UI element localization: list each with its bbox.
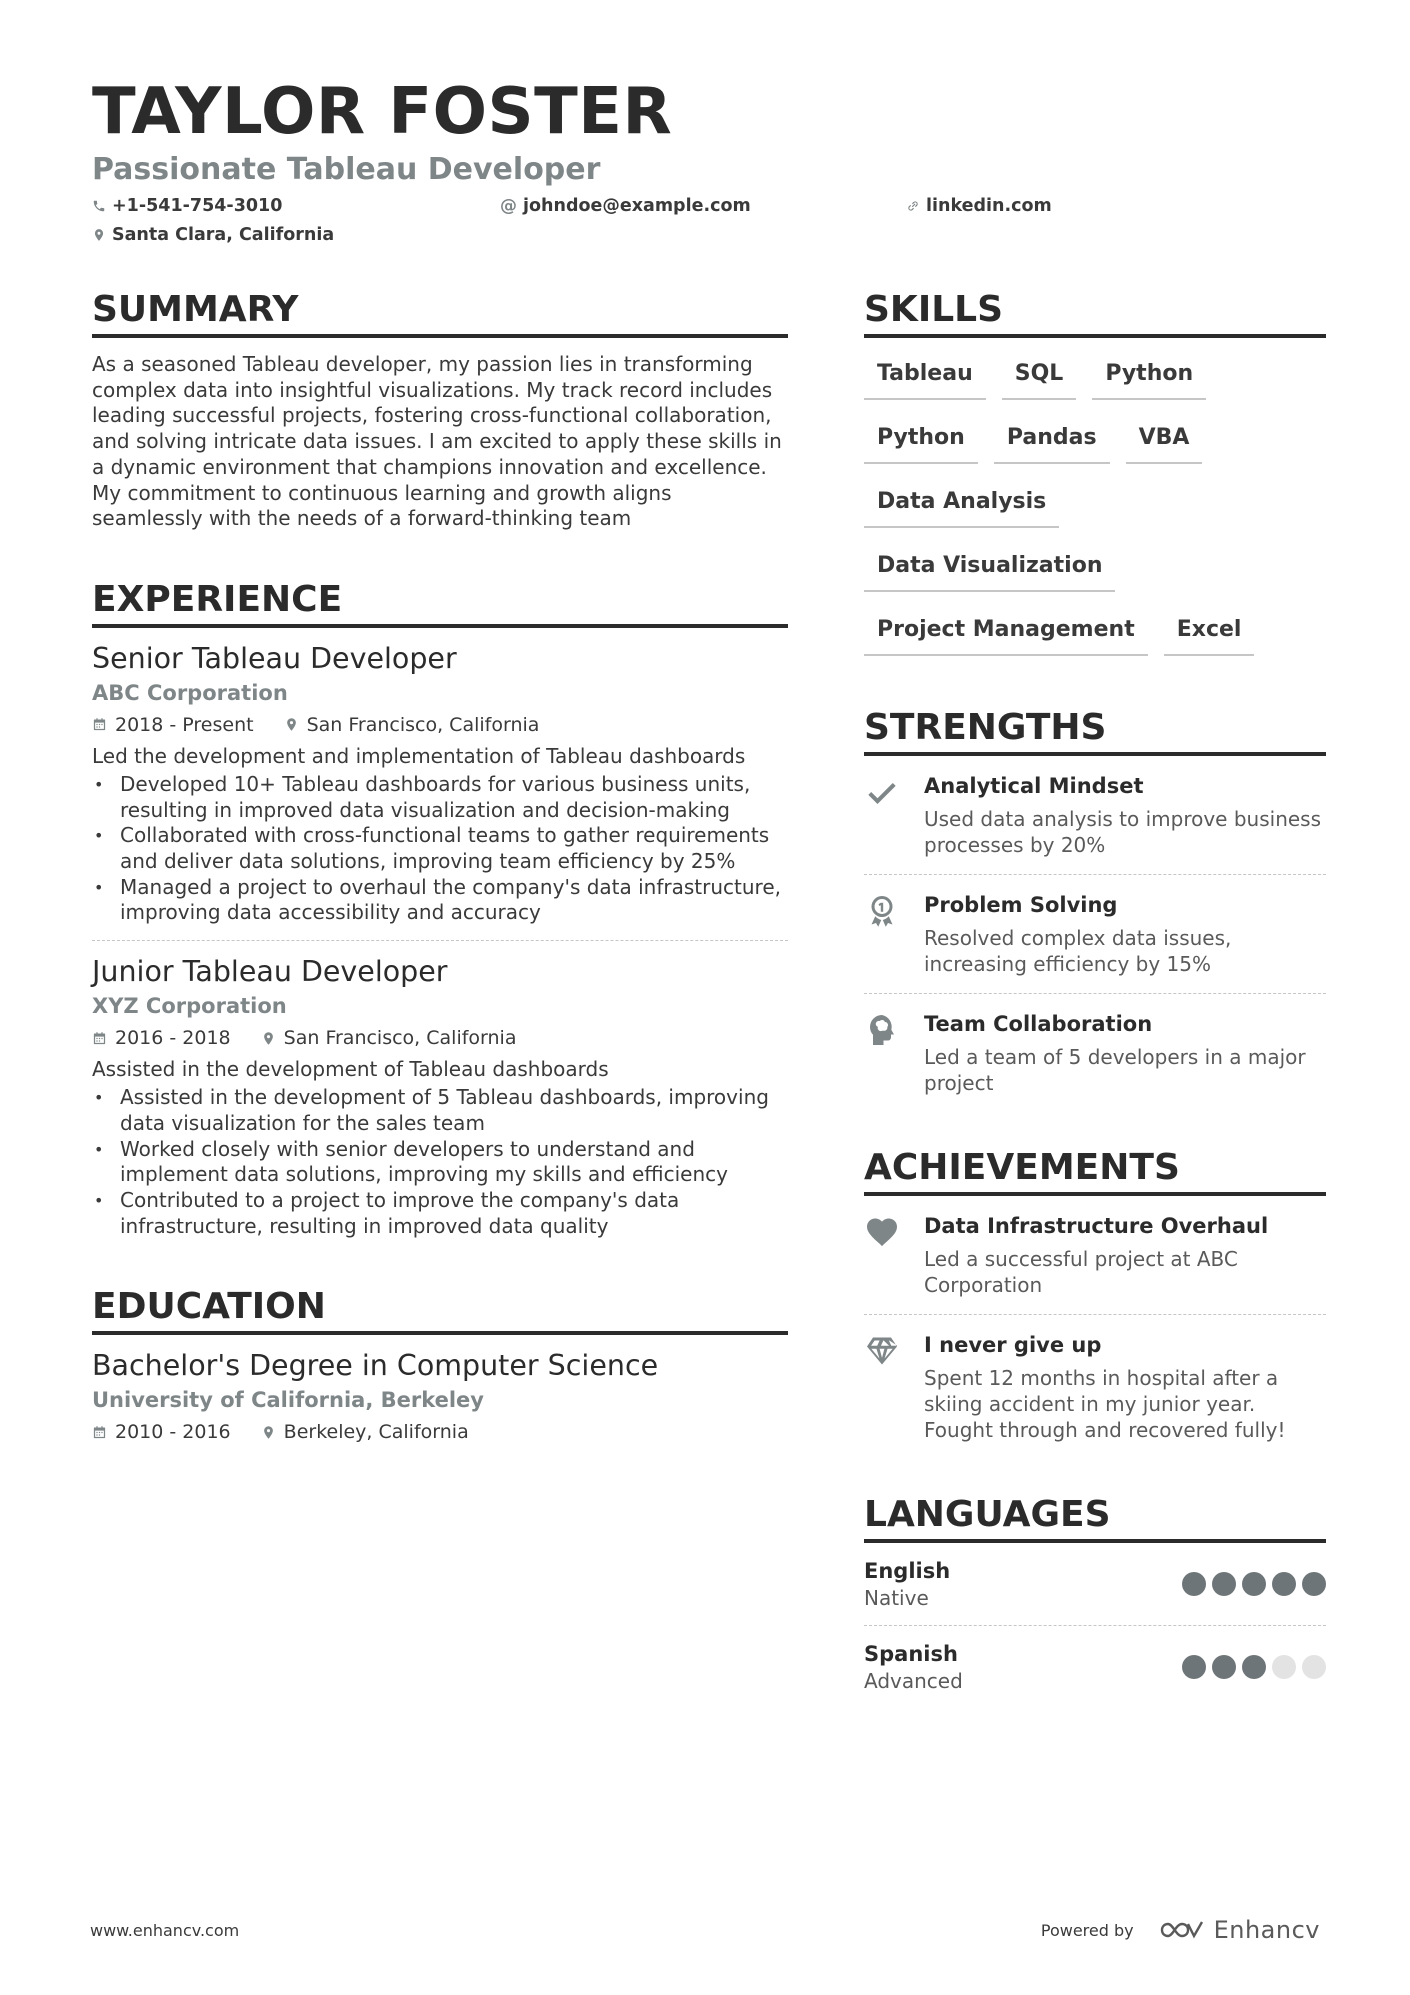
job-dates bbox=[92, 710, 254, 740]
company-name: ABC Corporation bbox=[92, 680, 288, 705]
enhancv-logo-icon bbox=[1158, 1918, 1206, 1942]
education-heading: EDUCATION bbox=[92, 1285, 788, 1335]
job-bullet: • Contributed to a project to improve the company's data infrastructure, resulting in improved data quality bbox=[92, 1188, 788, 1239]
job-bullet: • Worked closely with senior developers to understand and implement data solutions, improving my skills and efficiency bbox=[92, 1137, 788, 1188]
achievements-heading: ACHIEVEMENTS bbox=[864, 1146, 1326, 1196]
job-location-text: San Francisco, California bbox=[283, 1027, 517, 1050]
strengths-section bbox=[864, 706, 1326, 1112]
language-item bbox=[864, 1626, 1326, 1708]
experience-entry bbox=[92, 941, 788, 1239]
rating-dot-filled bbox=[1242, 1572, 1266, 1596]
contact-location bbox=[92, 225, 334, 245]
phone-icon bbox=[92, 199, 106, 213]
job-title: Senior Tableau Developer bbox=[92, 641, 457, 675]
strength-title: Team Collaboration bbox=[924, 1012, 1153, 1036]
powered-by bbox=[1041, 1916, 1320, 1944]
brand-name: Enhancv bbox=[1213, 1916, 1320, 1944]
skills-section bbox=[864, 288, 1326, 672]
experience-section bbox=[92, 578, 788, 1239]
job-location-text: San Francisco, California bbox=[306, 713, 540, 736]
strength-item bbox=[864, 994, 1326, 1112]
job-bullet: • Managed a project to overhaul the company's data infrastructure, improving data accessibility and accuracy bbox=[92, 875, 788, 926]
skill-tag: Project Management bbox=[864, 608, 1148, 656]
strength-body bbox=[908, 891, 1326, 977]
job-location bbox=[261, 1023, 517, 1053]
job-dates-text: 2016 - 2018 bbox=[115, 1027, 231, 1050]
achievement-desc: Led a successful project at ABC Corporation bbox=[924, 1247, 1238, 1297]
diamond-icon bbox=[864, 1333, 900, 1369]
heart-icon bbox=[864, 1214, 900, 1250]
strength-desc: Used data analysis to improve business processes by 20% bbox=[924, 807, 1322, 857]
location-text: Santa Clara, California bbox=[112, 225, 335, 245]
job-bullet: • Developed 10+ Tableau dashboards for various business units, resulting in improved data visualization and decision-making bbox=[92, 772, 788, 823]
strength-body bbox=[908, 772, 1326, 858]
skill-tag: Python bbox=[864, 416, 978, 464]
head-brain-icon bbox=[864, 1012, 900, 1048]
achievement-desc: Spent 12 months in hospital after a skiing accident in my junior year. Fought through and recovered fully! bbox=[924, 1366, 1286, 1442]
strength-item bbox=[864, 756, 1326, 875]
email-text: johndoe@example.com bbox=[523, 196, 751, 216]
school-name: University of California, Berkeley bbox=[92, 1388, 484, 1413]
company-name: XYZ Corporation bbox=[92, 994, 287, 1019]
skill-tag: Pandas bbox=[994, 416, 1110, 464]
rating-dot-filled bbox=[1242, 1655, 1266, 1679]
achievement-title: I never give up bbox=[924, 1333, 1102, 1357]
education-meta bbox=[92, 1417, 788, 1447]
job-bullet: • Assisted in the development of 5 Tableau dashboards, improving data visualization for the sales team bbox=[92, 1085, 788, 1136]
language-info bbox=[864, 1640, 963, 1694]
education-section bbox=[92, 1285, 788, 1447]
award-ribbon-icon bbox=[864, 893, 900, 929]
job-bullets bbox=[92, 772, 788, 926]
rating-dot-filled bbox=[1182, 1655, 1206, 1679]
strength-icon-wrap bbox=[864, 772, 908, 858]
language-name: Spanish bbox=[864, 1642, 958, 1666]
location-pin-icon bbox=[284, 717, 299, 732]
strength-icon-wrap bbox=[864, 891, 908, 977]
language-item bbox=[864, 1543, 1326, 1626]
language-rating bbox=[1182, 1655, 1326, 1679]
phone-text: +1-541-754-3010 bbox=[112, 196, 283, 216]
contact-phone[interactable] bbox=[92, 196, 282, 216]
summary-section bbox=[92, 288, 788, 532]
skills-heading: SKILLS bbox=[864, 288, 1326, 338]
footer-website[interactable]: www.enhancv.com bbox=[90, 1920, 240, 1940]
language-info bbox=[864, 1557, 950, 1611]
summary-heading: SUMMARY bbox=[92, 288, 788, 338]
brand-logo[interactable] bbox=[1158, 1916, 1320, 1944]
skill-tag: Excel bbox=[1164, 608, 1255, 656]
education-location bbox=[261, 1417, 469, 1447]
contact-link[interactable] bbox=[906, 196, 1052, 216]
education-entry bbox=[92, 1335, 788, 1447]
strengths-heading: STRENGTHS bbox=[864, 706, 1326, 756]
rating-dot-filled bbox=[1302, 1572, 1326, 1596]
languages-section bbox=[864, 1493, 1326, 1708]
achievements-section bbox=[864, 1146, 1326, 1459]
location-pin-icon bbox=[92, 228, 106, 242]
education-dates-text: 2010 - 2016 bbox=[115, 1421, 231, 1444]
strength-item bbox=[864, 875, 1326, 994]
page-footer bbox=[90, 1916, 1320, 1944]
achievement-icon-wrap bbox=[864, 1212, 908, 1298]
education-dates bbox=[92, 1417, 231, 1447]
job-bullets bbox=[92, 1085, 788, 1239]
skill-tag: Data Visualization bbox=[864, 544, 1115, 592]
education-location-text: Berkeley, California bbox=[283, 1421, 469, 1444]
language-name: English bbox=[864, 1559, 951, 1583]
achievement-title: Data Infrastructure Overhaul bbox=[924, 1214, 1269, 1238]
job-location bbox=[284, 710, 540, 740]
skill-tag: Data Analysis bbox=[864, 480, 1059, 528]
rating-dot-filled bbox=[1272, 1572, 1296, 1596]
skill-tag: VBA bbox=[1126, 416, 1203, 464]
contact-info bbox=[92, 196, 1332, 256]
contact-email[interactable] bbox=[500, 196, 751, 216]
location-pin-icon bbox=[261, 1425, 276, 1440]
rating-dot-filled bbox=[1212, 1655, 1236, 1679]
link-text: linkedin.com bbox=[926, 196, 1052, 216]
degree-title: Bachelor's Degree in Computer Science bbox=[92, 1349, 659, 1383]
language-level: Native bbox=[864, 1586, 929, 1610]
skills-list bbox=[864, 352, 1326, 672]
job-description: Assisted in the development of Tableau dashboards bbox=[92, 1057, 609, 1082]
strength-icon-wrap bbox=[864, 1010, 908, 1096]
job-meta bbox=[92, 1023, 788, 1053]
right-column bbox=[864, 288, 1326, 1708]
achievement-item bbox=[864, 1196, 1326, 1315]
job-dates bbox=[92, 1023, 231, 1053]
achievement-item bbox=[864, 1315, 1326, 1459]
job-dates-text: 2018 - Present bbox=[115, 713, 254, 736]
calendar-icon bbox=[92, 717, 107, 732]
job-bullet: • Collaborated with cross-functional teams to gather requirements and deliver data solutions, improving team efficiency by 25% bbox=[92, 823, 788, 874]
rating-dot-filled bbox=[1182, 1572, 1206, 1596]
achievement-body bbox=[908, 1212, 1326, 1298]
achievement-body bbox=[908, 1331, 1326, 1443]
job-description: Led the development and implementation of Tableau dashboards bbox=[92, 743, 746, 768]
language-rating bbox=[1182, 1572, 1326, 1596]
job-title: Junior Tableau Developer bbox=[92, 955, 448, 989]
resume-header bbox=[92, 74, 1332, 256]
left-column bbox=[92, 288, 788, 1447]
strength-desc: Resolved complex data issues, increasing efficiency by 15% bbox=[924, 926, 1232, 976]
candidate-tagline: Passionate Tableau Developer bbox=[92, 152, 601, 187]
languages-heading: LANGUAGES bbox=[864, 1493, 1326, 1543]
achievement-icon-wrap bbox=[864, 1331, 908, 1443]
skill-tag: SQL bbox=[1002, 352, 1077, 400]
strength-desc: Led a team of 5 developers in a major project bbox=[924, 1045, 1306, 1095]
candidate-name: TAYLOR FOSTER bbox=[92, 75, 673, 149]
strength-title: Problem Solving bbox=[924, 893, 1118, 917]
rating-dot-empty bbox=[1272, 1655, 1296, 1679]
link-icon bbox=[906, 199, 920, 213]
rating-dot-empty bbox=[1302, 1655, 1326, 1679]
rating-dot-filled bbox=[1212, 1572, 1236, 1596]
experience-entry bbox=[92, 628, 788, 941]
experience-heading: EXPERIENCE bbox=[92, 578, 788, 628]
at-icon: @ bbox=[500, 196, 517, 216]
checkmark-icon bbox=[864, 774, 900, 810]
language-level: Advanced bbox=[864, 1669, 963, 1693]
job-meta bbox=[92, 710, 788, 740]
summary-text: As a seasoned Tableau developer, my passion lies in transforming complex data into insightful visualizations. My track record includes leading successful projects, fostering cross-functional collaboration, and solving intricate data issues. I am excited to apply these skills in a dynamic environment that champions innovation and excellence. My commitment to continuous learning and growth aligns seamlessly with the needs of a forward-thinking team bbox=[92, 352, 782, 531]
calendar-icon bbox=[92, 1031, 107, 1046]
powered-by-label: Powered by bbox=[1040, 1920, 1134, 1940]
calendar-icon bbox=[92, 1425, 107, 1440]
skill-tag: Python bbox=[1092, 352, 1206, 400]
strength-body bbox=[908, 1010, 1326, 1096]
strength-title: Analytical Mindset bbox=[924, 774, 1144, 798]
location-pin-icon bbox=[261, 1031, 276, 1046]
skill-tag: Tableau bbox=[864, 352, 986, 400]
